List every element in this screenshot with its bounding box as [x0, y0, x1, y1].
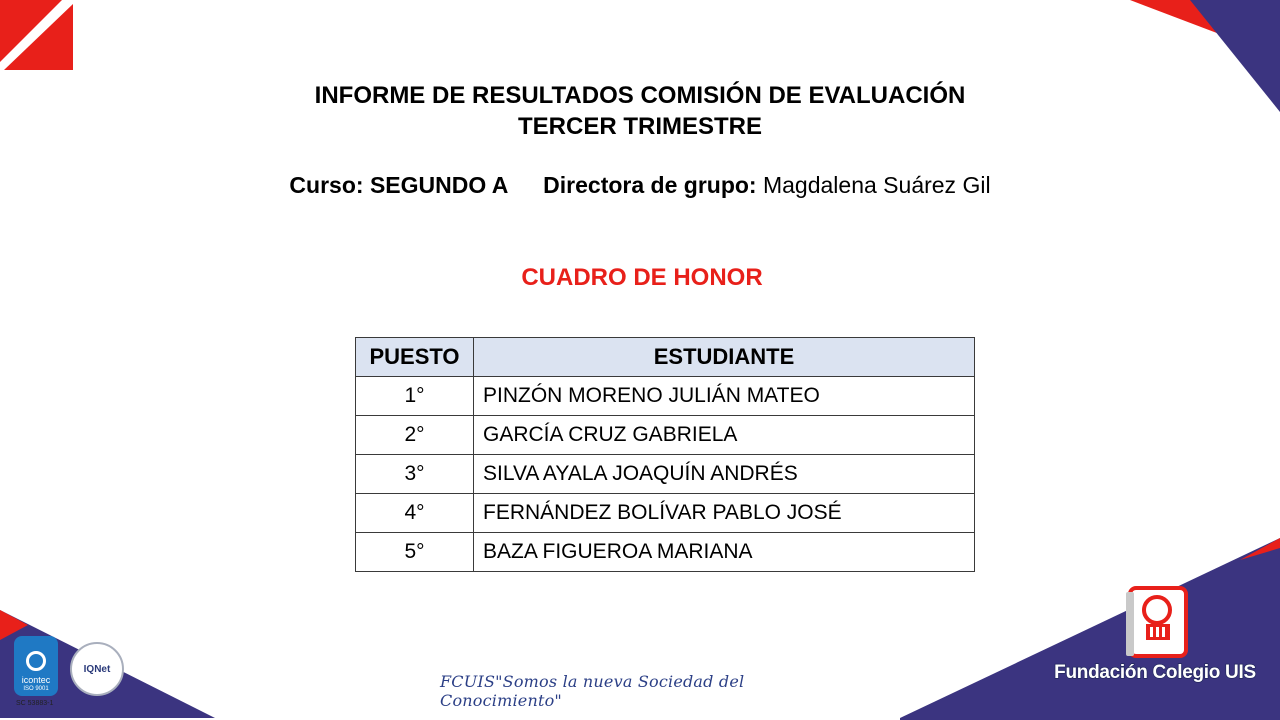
table-row	[356, 416, 975, 455]
table-row	[356, 455, 975, 494]
honor-table	[355, 337, 975, 572]
position-cell: 5°	[356, 533, 474, 572]
position-cell: 1°	[356, 377, 474, 416]
table-row	[356, 533, 975, 572]
report-title-line1: INFORME DE RESULTADOS COMISIÓN DE EVALUACIÓN	[314, 82, 966, 109]
certificate-code: SC 53883-1	[16, 700, 54, 707]
course-value: SEGUNDO A	[369, 172, 509, 198]
student-cell: SILVA AYALA JOAQUÍN ANDRÉS	[474, 455, 975, 494]
report-title-line2: TERCER TRIMESTRE	[517, 113, 762, 140]
slogan: FCUIS"Somos la nueva Sociedad del Conocimiento"	[440, 672, 745, 710]
student-cell: BAZA FIGUEROA MARIANA	[474, 533, 975, 572]
header-student: ESTUDIANTE	[474, 338, 975, 377]
icontec-ring-icon	[26, 651, 46, 671]
school-brand-name: Fundación Colegio UIS	[1054, 662, 1256, 683]
course-label: Curso:	[289, 172, 364, 198]
iqnet-label: IQNet	[83, 663, 111, 675]
student-cell: FERNÁNDEZ BOLÍVAR PABLO JOSÉ	[474, 494, 975, 533]
position-cell: 3°	[356, 455, 474, 494]
iqnet-seal-icon	[70, 642, 124, 696]
position-cell: 4°	[356, 494, 474, 533]
fcuis-crest-icon	[1124, 586, 1190, 660]
table-row	[356, 494, 975, 533]
director-label: Directora de grupo:	[543, 172, 757, 198]
student-cell: PINZÓN MORENO JULIÁN MATEO	[474, 377, 975, 416]
table-header-row	[356, 338, 975, 377]
director-name: Magdalena Suárez Gil	[762, 172, 991, 198]
position-cell: 2°	[356, 416, 474, 455]
header-position: PUESTO	[356, 338, 474, 377]
icontec-iso: ISO 9001	[23, 686, 49, 692]
student-cell: GARCÍA CRUZ GABRIELA	[474, 416, 975, 455]
section-heading: CUADRO DE HONOR	[521, 264, 763, 291]
icontec-name: icontec	[21, 675, 51, 685]
table-row	[356, 377, 975, 416]
icontec-logo	[14, 636, 58, 696]
report-title	[0, 80, 1280, 142]
course-line	[0, 172, 1280, 199]
